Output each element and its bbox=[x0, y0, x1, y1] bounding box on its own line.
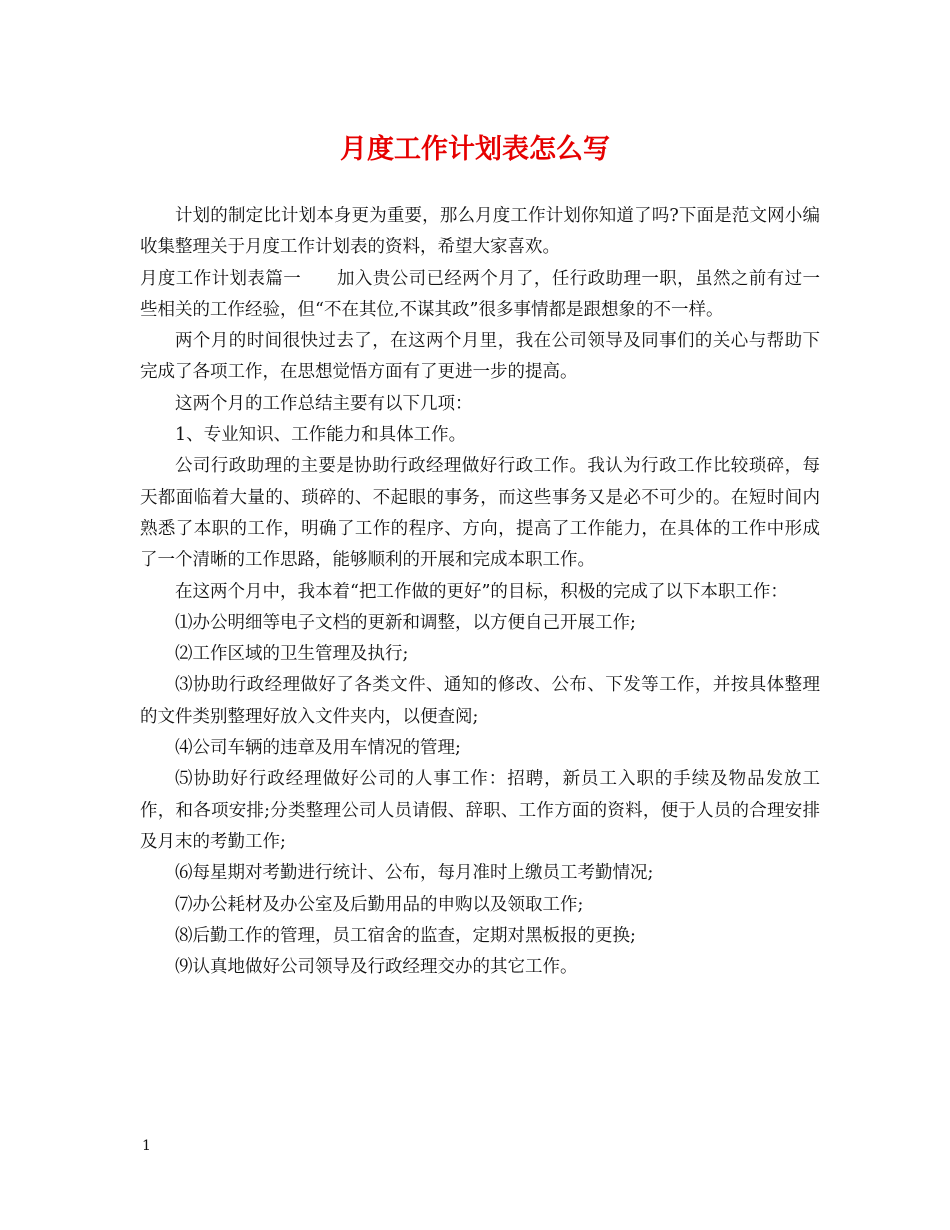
list-item: ⑶协助行政经理做好了各类文件、通知的修改、公布、下发等工作，并按具体整理的文件类别整理好放入文件夹内，以便查阅; bbox=[140, 675, 820, 727]
paragraph: 月度工作计划表篇一 加入贵公司已经两个月了，任行政助理一职，虽然之前有过一些相关的工作经验，但“不在其位,不谋其政”很多事情都是跟想象的不一样。 bbox=[140, 268, 820, 320]
document-body bbox=[140, 201, 820, 983]
list-item: ⑻后勤工作的管理，员工宿舍的监查，定期对黑板报的更换; bbox=[175, 925, 636, 946]
list-item: ⑸协助好行政经理做好公司的人事工作：招聘，新员工入职的手续及物品发放工作，和各项安排;分类整理公司人员请假、辞职、工作方面的资料，便于人员的合理安排及月末的考勤工作; bbox=[140, 769, 820, 852]
list-item: ⑹每星期对考勤进行统计、公布，每月准时上缴员工考勤情况; bbox=[175, 863, 654, 884]
paragraph: 这两个月的工作总结主要有以下几项： bbox=[175, 393, 473, 414]
paragraph: 公司行政助理的主要是协助行政经理做好行政工作。我认为行政工作比较琐碎，每天都面临着大量的、琐碎的、不起眼的事务，而这些事务又是必不可少的。在短时间内熟悉了本职的工作，明确了工作的程序、方向，提高了工作能力，在具体的工作中形成了一个清晰的工作思路，能够顺利的开展和完成本职工作。 bbox=[140, 456, 820, 571]
paragraph: 计划的制定比计划本身更为重要，那么月度工作计划你知道了吗?下面是范文网小编收集整理关于月度工作计划表的资料，希望大家喜欢。 bbox=[140, 206, 820, 258]
document-title: 月度工作计划表怎么写 bbox=[340, 134, 610, 165]
list-item: ⑷公司车辆的违章及用车情况的管理; bbox=[175, 738, 461, 759]
list-item: ⑵工作区域的卫生管理及执行; bbox=[175, 644, 409, 665]
list-item: ⑴办公明细等电子文档的更新和调整，以方便自己开展工作; bbox=[175, 612, 636, 633]
page-number: 1 bbox=[142, 1138, 151, 1154]
list-item: ⑺办公耗材及办公室及后勤用品的申购以及领取工作; bbox=[175, 894, 584, 915]
list-item: ⑼认真地做好公司领导及行政经理交办的其它工作。 bbox=[175, 957, 578, 978]
paragraph: 在这两个月中，我本着“把工作做的更好”的目标，积极的完成了以下本职工作： bbox=[175, 581, 788, 602]
paragraph: 两个月的时间很快过去了，在这两个月里，我在公司领导及同事们的关心与帮助下完成了各项工作，在思想觉悟方面有了更进一步的提高。 bbox=[140, 331, 820, 383]
paragraph: 1、专业知识、工作能力和具体工作。 bbox=[175, 425, 467, 446]
